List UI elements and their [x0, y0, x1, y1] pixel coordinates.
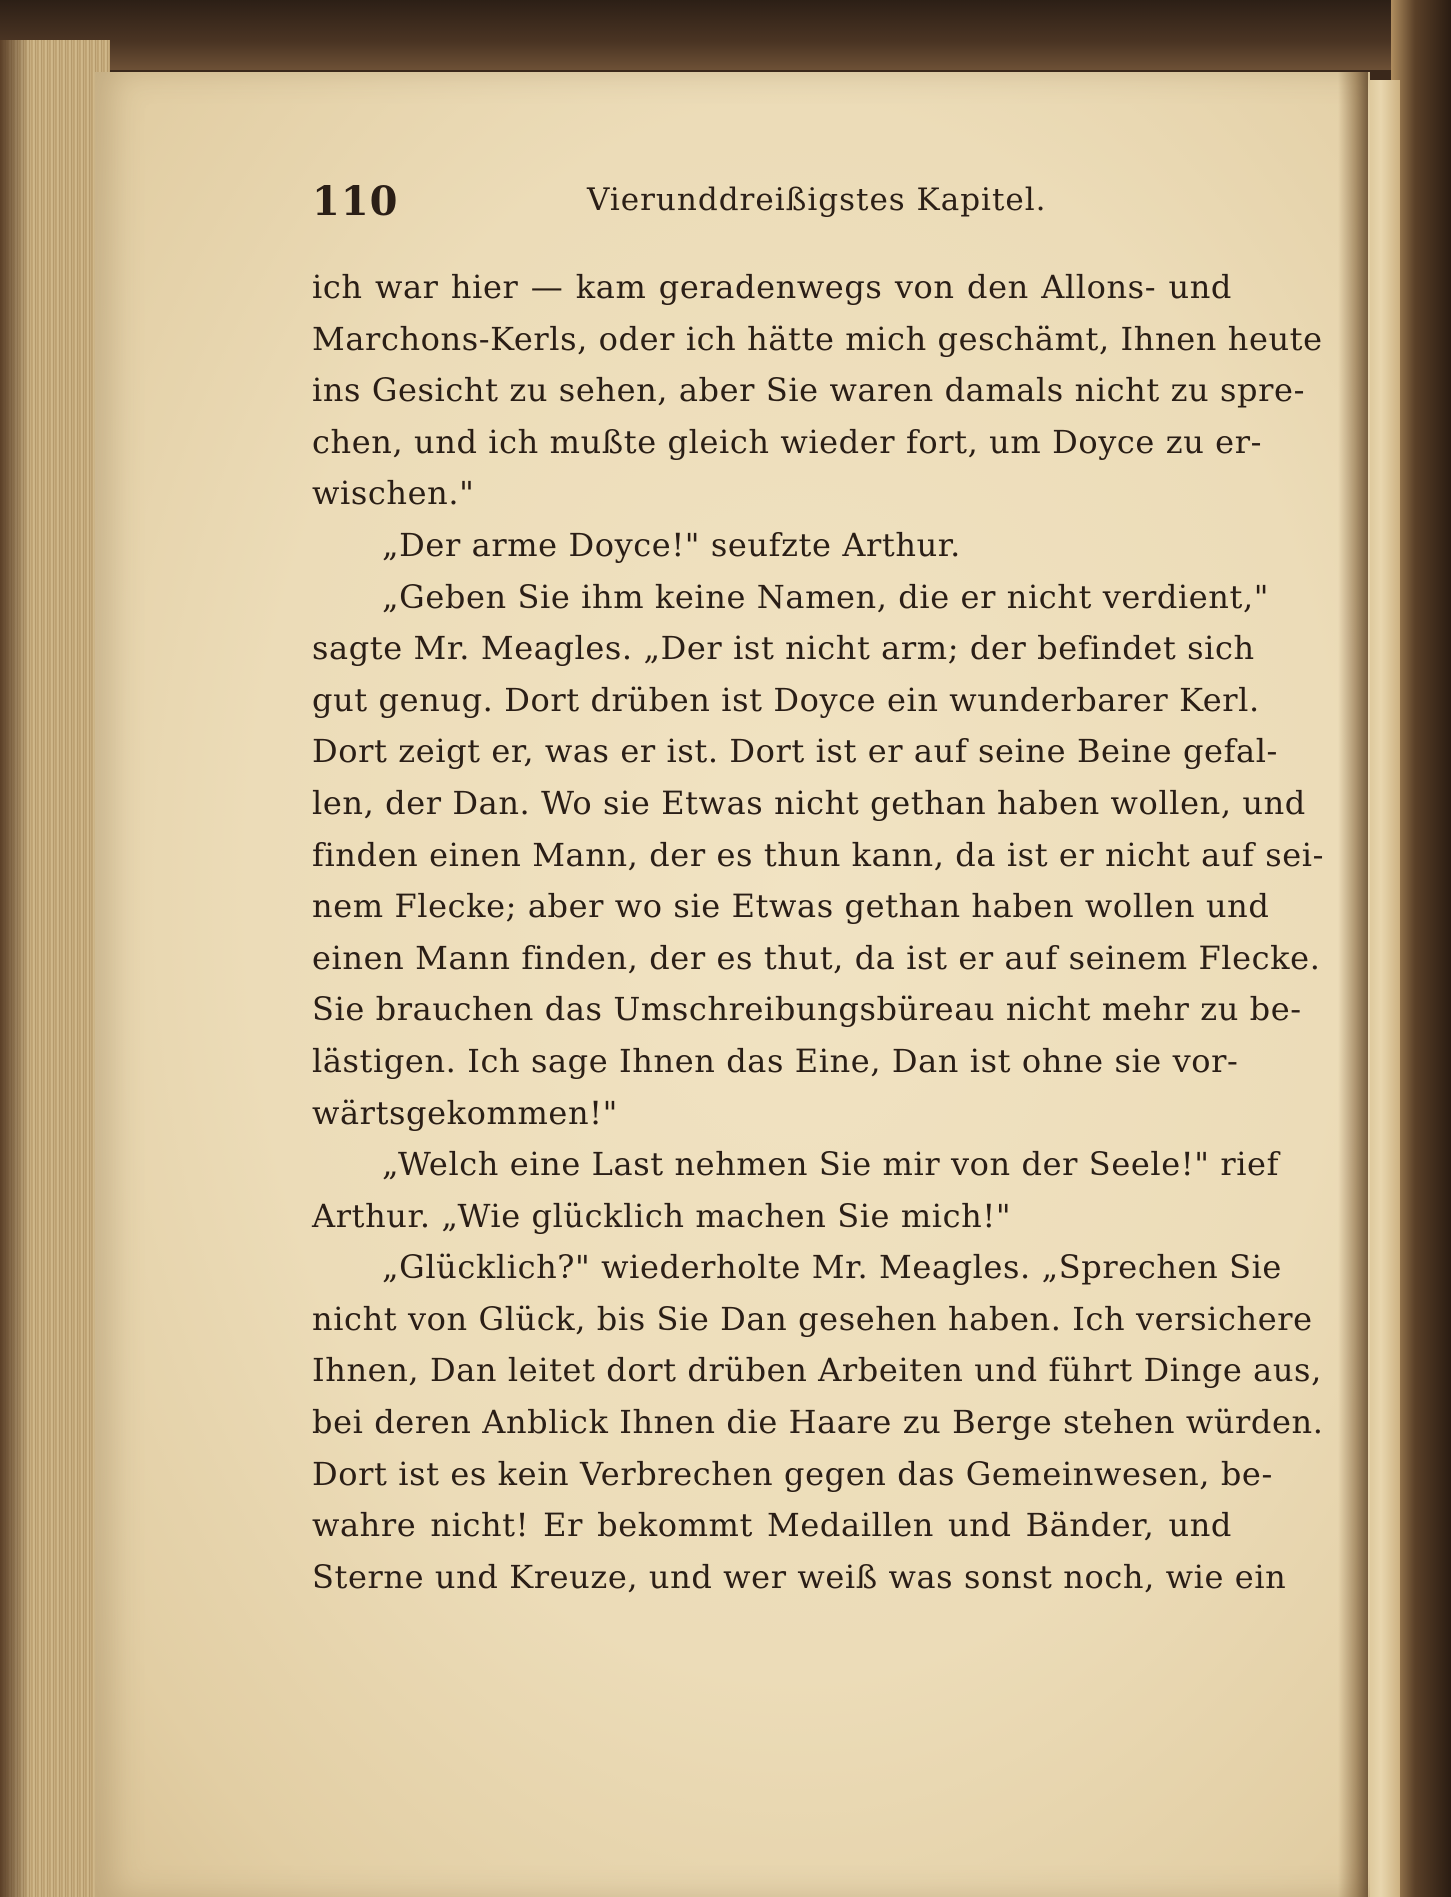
text-line: einen Mann finden, der es thut, da ist er auf seinem Flecke.: [312, 938, 1321, 977]
book-cover-top: [0, 0, 1451, 70]
text-line: Ihnen, Dan leitet dort drüben Arbeiten und führt Dinge aus,: [312, 1351, 1322, 1390]
text-line: Dort zeigt er, was er ist. Dort ist er auf seine Beine gefal-: [312, 732, 1278, 771]
text-line: len, der Dan. Wo sie Etwas nicht gethan haben wollen, und: [312, 783, 1306, 822]
text-line: ins Gesicht zu sehen, aber Sie waren damals nicht zu spre-: [312, 371, 1305, 410]
text-line: Dort ist es kein Verbrechen gegen das Gemeinwesen, be-: [312, 1454, 1273, 1493]
text-line: bei deren Anblick Ihnen die Haare zu Berge stehen würden.: [312, 1403, 1324, 1442]
text-line: Sie brauchen das Umschreibungsbüreau nicht mehr zu be-: [312, 990, 1302, 1029]
page-gutter-shadow: [1338, 72, 1368, 1897]
text-line: Sterne und Kreuze, und wer weiß was sonst noch, wie ein: [312, 1557, 1287, 1596]
text-line: nicht von Glück, bis Sie Dan gesehen haben. Ich versichere: [312, 1299, 1313, 1338]
text-line: „Welch eine Last nehmen Sie mir von der Seele!" rief: [382, 1145, 1280, 1184]
page-number: 110: [312, 178, 399, 225]
text-line: sagte Mr. Meagles. „Der ist nicht arm; der befindet sich: [312, 629, 1255, 668]
text-line: „Glücklich?" wiederholte Mr. Meagles. „Sprechen Sie: [382, 1248, 1282, 1287]
text-line: wärtsgekommen!": [312, 1093, 618, 1132]
running-head: [312, 178, 1312, 238]
body-text: [312, 262, 1325, 1603]
text-line: Arthur. „Wie glücklich machen Sie mich!": [312, 1196, 1012, 1235]
text-line: lästigen. Ich sage Ihnen das Eine, Dan ist ohne sie vor-: [312, 1041, 1239, 1080]
text-line: chen, und ich mußte gleich wieder fort, um Doyce zu er-: [312, 422, 1263, 461]
text-line: ich war hier — kam geradenwegs von den Allons- und: [312, 268, 1232, 306]
text-line: „Der arme Doyce!" seufzte Arthur.: [382, 525, 961, 564]
text-line: „Geben Sie ihm keine Namen, die er nicht verdient,": [382, 577, 1270, 616]
text-line: gut genug. Dort drüben ist Doyce ein wunderbarer Kerl.: [312, 680, 1260, 719]
text-line: finden einen Mann, der es thun kann, da ist er nicht auf sei-: [312, 835, 1325, 874]
text-line: nem Flecke; aber wo sie Etwas gethan haben wollen und: [312, 887, 1270, 926]
text-line: wischen.": [312, 474, 475, 513]
book-cover-right: [1391, 0, 1451, 1897]
text-line: wahre nicht! Er bekommt Medaillen und Bänder, und: [312, 1506, 1232, 1545]
running-title: Vierunddreißigstes Kapitel.: [587, 182, 1047, 218]
text-line: Marchons-Kerls, oder ich hätte mich geschämt, Ihnen heute: [312, 319, 1323, 358]
page-stack-shadow: [0, 40, 30, 1897]
